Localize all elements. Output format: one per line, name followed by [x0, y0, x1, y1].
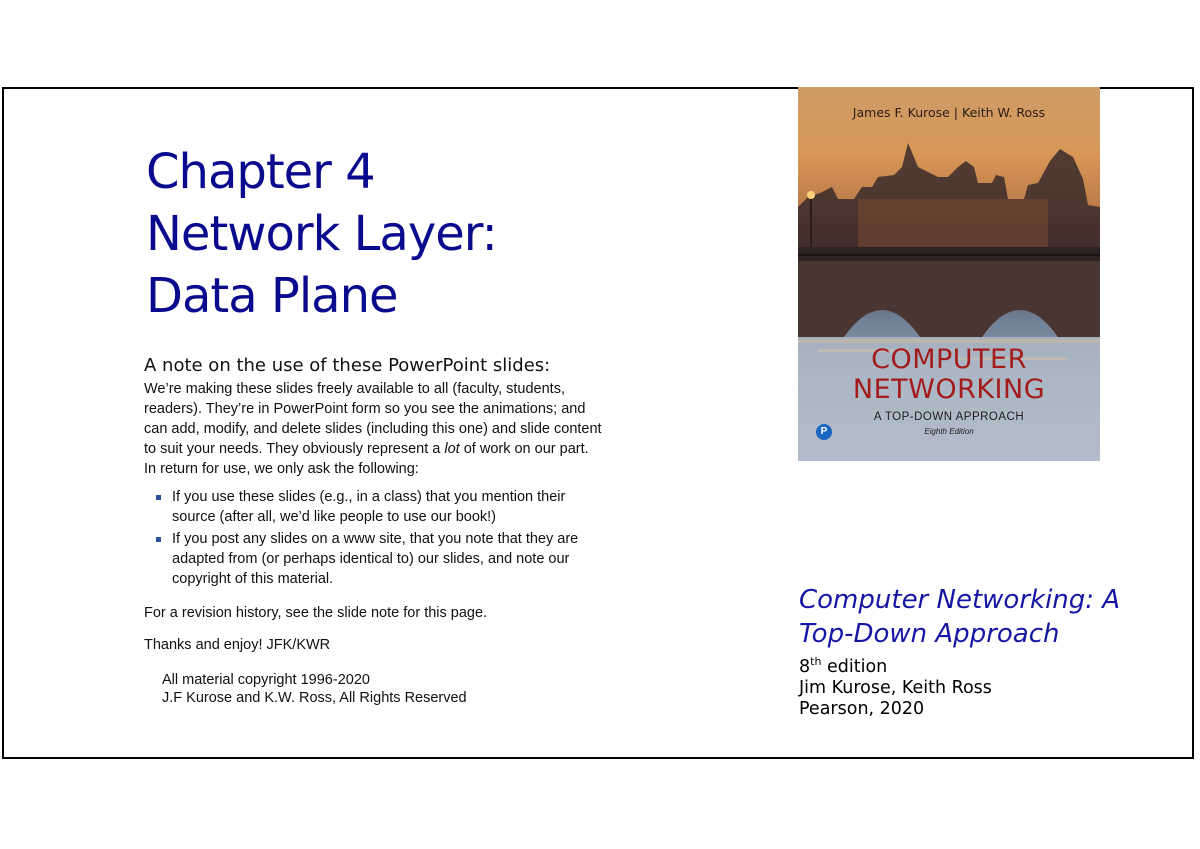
intro-lot: lot	[444, 441, 460, 457]
book-cover-image	[798, 87, 1100, 461]
bullet-1-line-1: If you use these slides (e.g., in a class) that you mention their	[172, 489, 566, 505]
copyright-note	[162, 671, 684, 707]
cover-title	[798, 345, 1100, 405]
bullet-2-line-3: copyright of this material.	[172, 571, 334, 587]
book-info	[799, 583, 1120, 720]
edition-suffix: th	[810, 655, 822, 668]
cover-title-line-1: COMPUTER	[871, 344, 1027, 375]
bullet-2-line-2: adapted from (or perhaps identical to) our slides, and note our	[172, 551, 570, 567]
title-line-2: Network Layer:	[146, 206, 497, 262]
bullet-2-line-1: If you post any slides on a www site, that you note that they are	[172, 531, 579, 547]
title-line-3: Data Plane	[146, 268, 398, 324]
book-edition	[799, 651, 1120, 678]
cover-title-line-2: NETWORKING	[852, 374, 1046, 405]
intro-line-3: can add, modify, and delete slides (including this one) and slide content	[144, 421, 602, 437]
request-list	[144, 487, 684, 589]
intro-line-4-head: to suit your needs. They obviously represent a	[144, 441, 445, 457]
title-line-1: Chapter 4	[146, 144, 375, 200]
bullet-1-line-2: source (after all, we’d like people to use our book!)	[172, 509, 497, 525]
intro-line-1: We’re making these slides freely available to all (faculty, students,	[144, 381, 565, 397]
book-title-line-2: Top-Down Approach	[799, 619, 1060, 649]
cover-subtitle: A TOP-DOWN APPROACH	[873, 411, 1025, 423]
cover-edition: Eighth Edition	[924, 427, 974, 436]
note-heading: A note on the use of these PowerPoint slides:	[144, 355, 551, 376]
intro-line-2: readers). They’re in PowerPoint form so you see the animations; and	[144, 401, 586, 417]
slide-title	[146, 141, 497, 327]
pearson-logo-icon: P	[816, 424, 832, 440]
cover-authors: James F. Kurose | Keith W. Ross	[852, 105, 1046, 120]
edition-number: 8	[799, 656, 811, 677]
list-item	[172, 529, 684, 589]
intro-line-5: In return for use, we only ask the following:	[144, 461, 419, 477]
copyright-line-1: All material copyright 1996-2020	[162, 672, 370, 688]
edition-word: edition	[821, 656, 888, 677]
copyright-line-2: J.F Kurose and K.W. Ross, All Rights Reserved	[162, 690, 467, 706]
book-authors: Jim Kurose, Keith Ross	[799, 677, 992, 698]
usage-note	[144, 355, 684, 707]
note-intro	[144, 379, 684, 479]
list-item	[172, 487, 684, 527]
thanks-note: Thanks and enjoy! JFK/KWR	[144, 637, 331, 653]
book-publisher: Pearson, 2020	[799, 698, 925, 719]
book-title	[799, 583, 1120, 651]
book-title-line-1: Computer Networking: A	[799, 585, 1121, 615]
intro-line-4-tail: of work on our part.	[459, 441, 589, 457]
intro-line-4	[144, 439, 684, 459]
revision-note: For a revision history, see the slide note for this page.	[144, 605, 488, 621]
